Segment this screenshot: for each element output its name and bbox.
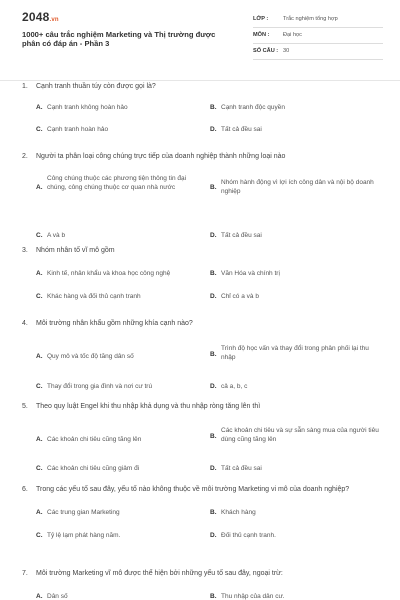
- meta-row-subject: [253, 28, 383, 44]
- question-text: Môi trường Marketing vĩ mô được thể hiện bởi những yếu tố sau đây, ngoại trừ:: [36, 570, 283, 577]
- meta-row-class: [253, 12, 383, 28]
- question-text: Cạnh tranh thuần túy còn được gọi là?: [36, 83, 156, 90]
- meta-label: SỐ CÂU :: [253, 48, 279, 54]
- question-stem: [22, 246, 387, 257]
- logo-suffix: .vn: [49, 17, 59, 23]
- logo-text: 2048: [22, 10, 50, 24]
- question-number: 4.: [22, 320, 28, 327]
- question-stem: [22, 319, 387, 330]
- header-divider: [0, 80, 400, 81]
- meta-value: Đại học: [283, 32, 302, 38]
- document-title: 1000+ câu trắc nghiệm Marketing và Thị trường được phân có đáp án - Phần 3: [22, 30, 216, 49]
- question-stem: [22, 569, 387, 580]
- question-5: 5. Theo quy luật Engel khi thu nhập khả dụng và thu nhập ròng tăng lên thì A. Các khoản chi tiêu cũng tăng lên B. Các khoản chi tiêu và sự sẵn sàng mua của người tiêu dùng cũng tăng lên C. Các khoản chi tiêu cũng giảm đi D. Tất cả đều sai: [22, 402, 387, 413]
- meta-table: [253, 12, 383, 60]
- question-number: 2.: [22, 153, 28, 160]
- question-2: 2. Người ta phân loại công chúng trực tiếp của doanh nghiệp thành những loại nào A. Công chúng thuộc các phương tiện thông tin đại chúng, công chúng thuộc cơ quan nhà nước B. Nhóm hành động vì lợi ích công dân và nội bộ doanh nghiệp C. A và b D. Tất cả đều sai: [22, 152, 387, 163]
- question-number: 3.: [22, 247, 28, 254]
- question-number: 1.: [22, 83, 28, 90]
- meta-label: MÔN :: [253, 32, 270, 38]
- question-number: 7.: [22, 570, 28, 577]
- meta-label: LỚP :: [253, 16, 269, 22]
- question-stem: [22, 82, 387, 93]
- question-text: Trong các yếu tố sau đây, yếu tố nào không thuộc về môi trường Marketing vi mô của doanh nghiệp?: [36, 486, 350, 493]
- page-header: [0, 0, 400, 68]
- question-1: 1. Cạnh tranh thuần túy còn được gọi là? A. Cạnh tranh không hoàn hảo B. Cạnh tranh độc quyền C. Cạnh tranh hoàn hảo D. Tất cả đều sai: [22, 82, 387, 93]
- meta-value: 30: [283, 48, 290, 54]
- question-number: 6.: [22, 486, 28, 493]
- question-stem: [22, 152, 387, 163]
- question-7: 7. Môi trường Marketing vĩ mô được thể hiện bởi những yếu tố sau đây, ngoại trừ: A. Dân số B. Thu nhập của dân cư.: [22, 569, 387, 580]
- question-text: Người ta phân loại công chúng trực tiếp của doanh nghiệp thành những loại nào: [36, 153, 286, 160]
- question-text: Nhóm nhân tố vĩ mô gồm: [36, 247, 115, 254]
- question-number: 5.: [22, 403, 28, 410]
- meta-value: Trắc nghiệm tổng hợp: [283, 16, 338, 22]
- question-text: Theo quy luật Engel khi thu nhập khả dụng và thu nhập ròng tăng lên thì: [36, 403, 261, 410]
- question-stem: [22, 402, 387, 413]
- question-3: 3. Nhóm nhân tố vĩ mô gồm A. Kinh tế, nhân khẩu và khoa học công nghệ B. Văn Hóa và chính trị C. Khác hàng và đối thủ cạnh tranh D. Chỉ có a và b: [22, 246, 387, 257]
- site-logo[interactable]: [22, 10, 59, 24]
- meta-row-count: [253, 44, 383, 60]
- question-text: Môi trường nhân khẩu gồm những khía cạnh nào?: [36, 320, 193, 327]
- question-6: 6. Trong các yếu tố sau đây, yếu tố nào không thuộc về môi trường Marketing vi mô của doanh nghiệp? A. Các trung gian Marketing B. Khách hàng C. Tỷ lệ lạm phát hàng năm. D. Đối thủ cạnh tranh.: [22, 485, 387, 496]
- question-stem: [22, 485, 372, 496]
- question-4: 4. Môi trường nhân khẩu gồm những khía cạnh nào? A. Quy mô và tốc độ tăng dân số B. Trình độ học vấn và thay đổi trong phân phối lại thu nhập C. Thay đổi trong gia đình và nơi cư trú D. cả a, b, c: [22, 319, 387, 330]
